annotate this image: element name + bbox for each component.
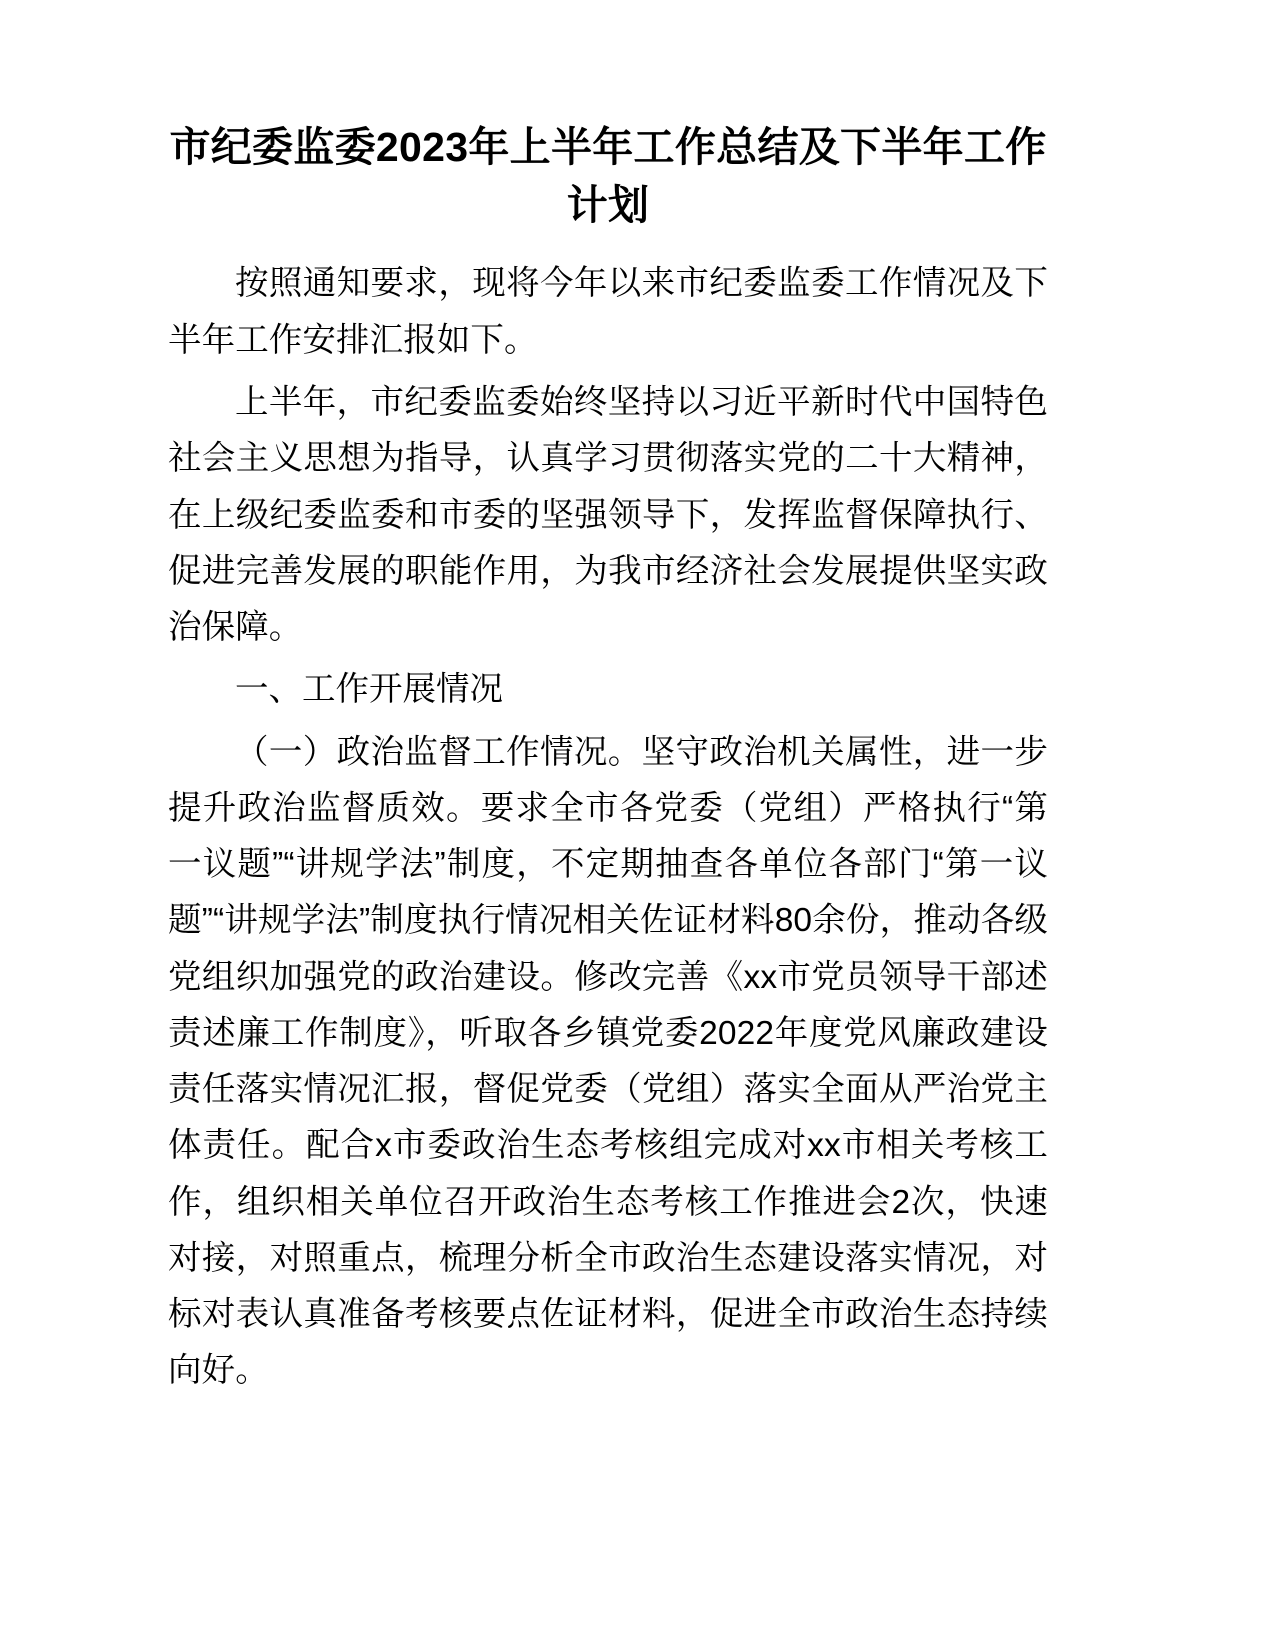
document-body bbox=[168, 118, 1048, 1400]
page-title: 市纪委监委2023年上半年工作总结及下半年工作计划 bbox=[169, 124, 1047, 229]
paragraph-overview: 上半年，市纪委监委始终坚持以习近平新时代中国特色社会主义思想为指导，认真学习贯彻落实党的二十大精神，在上级纪委监委和市委的坚强领导下，发挥监督保障执行、促进完善发展的职能作用，为我市经济社会发展提供坚实政治保障。 bbox=[168, 383, 1048, 647]
heading-section-one: 一、工作开展情况 bbox=[235, 671, 503, 709]
paragraph-political-supervision: （一）政治监督工作情况。坚守政治机关属性，进一步提升政治监督质效。要求全市各党委（党组）严格执行“第一议题”“讲规学法”制度，不定期抽查各单位各部门“第一议题”“讲规学法”制度执行情况相关佐证材料80余份，推动各级党组织加强党的政治建设。修改完善《xx市党员领导干部述责述廉工作制度》，听取各乡镇党委2022年度党风廉政建设责任落实情况汇报，督促党委（党组）落实全面从严治党主体责任。配合x市委政治生态考核组完成对xx市相关考核工作，组织相关单位召开政治生态考核工作推进会2次，快速对接，对照重点，梳理分析全市政治生态建设落实情况，对标对表认真准备考核要点佐证材料，促进全市政治生态持续向好。 bbox=[168, 733, 1048, 1390]
paragraph-intro: 按照通知要求，现将今年以来市纪委监委工作情况及下半年工作安排汇报如下。 bbox=[168, 265, 1048, 359]
